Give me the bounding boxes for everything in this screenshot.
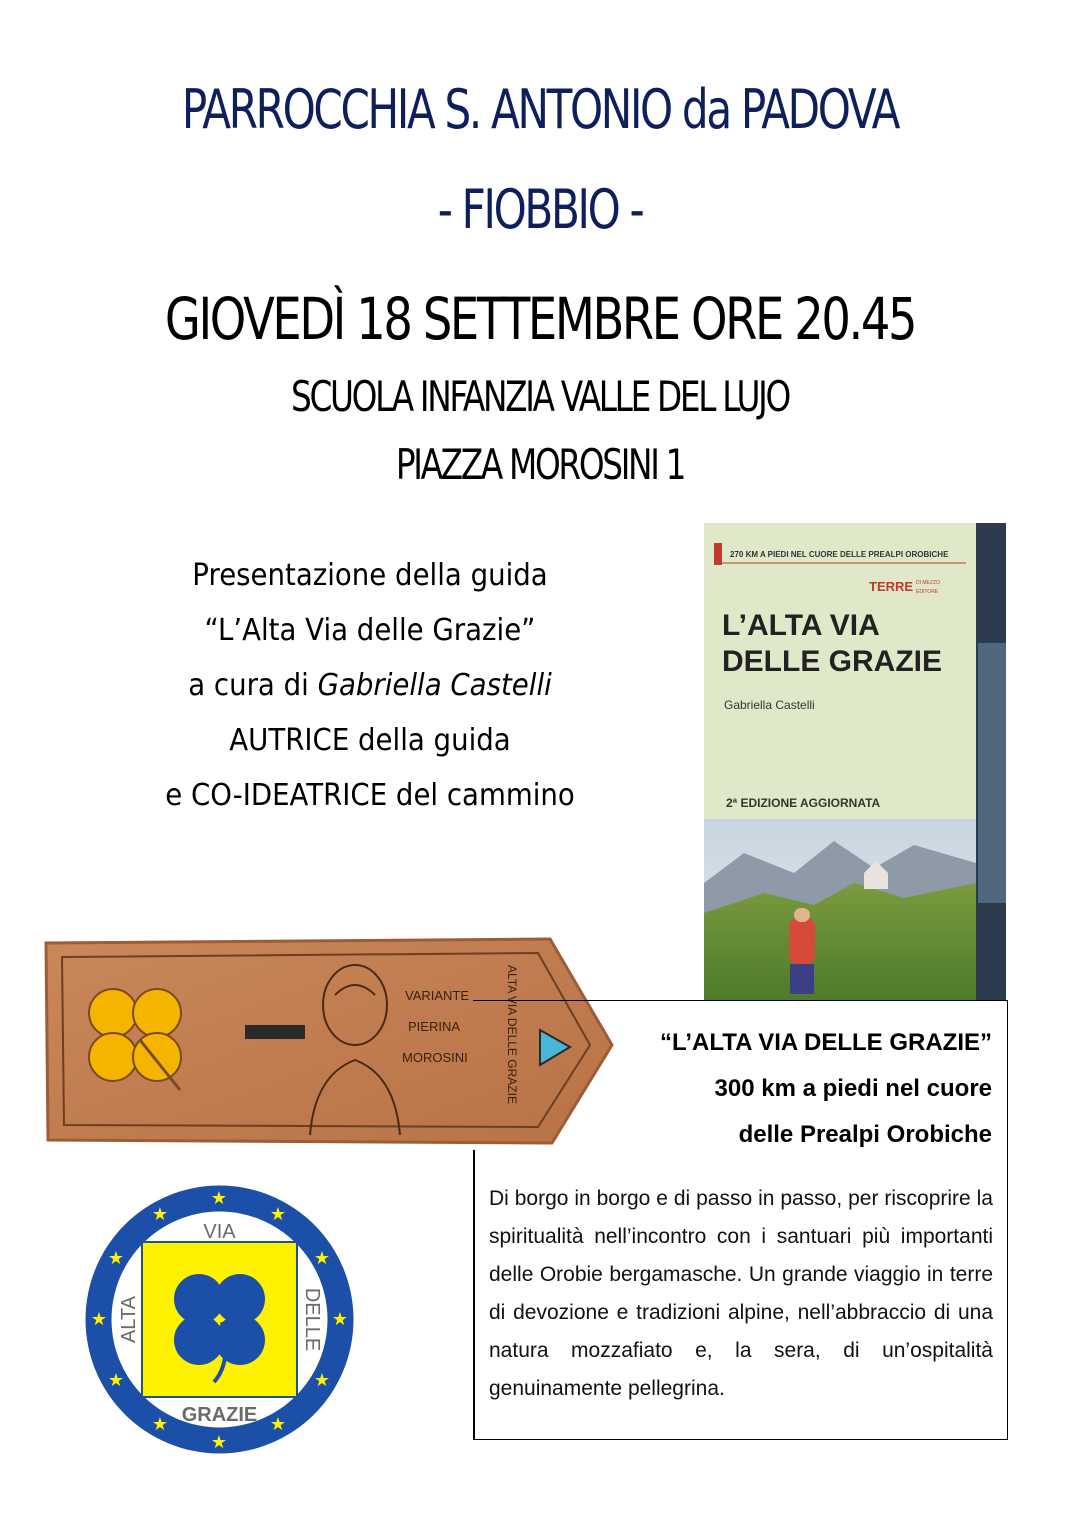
star-icon: ★	[151, 1414, 169, 1435]
info-box-title: “L’ALTA VIA DELLE GRAZIE”	[660, 1029, 992, 1056]
star-icon: ★	[210, 1188, 228, 1209]
presentation-text	[140, 548, 600, 823]
curator-name: Gabriella Castelli	[317, 668, 552, 703]
star-icon: ★	[313, 1248, 331, 1269]
star-icon: ★	[313, 1370, 331, 1391]
info-box-border	[473, 1150, 475, 1440]
book-author: Gabriella Castelli	[724, 698, 815, 712]
book-title-line2: DELLE GRAZIE	[722, 645, 943, 678]
star-icon: ★	[269, 1204, 287, 1225]
parish-title: PARROCCHIA S. ANTONIO da PADOVA	[181, 78, 899, 141]
star-icon: ★	[107, 1370, 125, 1391]
logo-text-top: VIA	[203, 1221, 236, 1243]
sign-side-text: ALTA VIA DELLE GRAZIE	[505, 965, 519, 1104]
book-banner: 270 KM A PIEDI NEL CUORE DELLE PREALPI OROBICHE	[730, 550, 949, 559]
sign-variant-3: MOROSINI	[402, 1050, 468, 1065]
presentation-role-2: e CO-IDEATRICE del cammino	[165, 778, 575, 813]
info-box-subtitle-1: 300 km a piedi nel cuore	[714, 1075, 992, 1102]
alta-via-logo	[82, 1182, 357, 1457]
publisher-name: TERRE	[869, 579, 914, 594]
logo-text-bottom: GRAZIE	[181, 1404, 258, 1426]
info-box-subtitle-2: delle Prealpi Orobiche	[738, 1121, 992, 1148]
star-icon: ★	[151, 1204, 169, 1225]
publisher-sub: DI MEZZO	[916, 580, 940, 586]
sign-variant-2: PIERINA	[408, 1019, 461, 1034]
star-icon: ★	[331, 1309, 349, 1330]
book-title-line1: L’ALTA VIA	[722, 609, 880, 642]
hiker-icon	[714, 543, 722, 565]
hiker-figure	[789, 918, 815, 964]
publisher-sub-2: EDITORE	[916, 589, 939, 595]
parish-locality: - FIOBBIO -	[437, 178, 643, 241]
book-cover-image	[704, 523, 1006, 1000]
info-box-body: Di borgo in borgo e di passo in passo, per riscoprire la spiritualità nell’incontro con i santuari più importanti delle Orobie bergamasche. Un grande viaggio in terre di devozione e tradizioni alpine, nell’abbraccio di una natura mozzafiato e, la sera, di un’ospitalità genuinamente pellegrina.	[489, 1187, 993, 1400]
info-box-heading	[660, 1020, 992, 1158]
star-icon: ★	[107, 1248, 125, 1269]
presentation-line: Presentazione della guida	[192, 558, 548, 593]
event-address: PIAZZA MOROSINI 1	[395, 440, 685, 489]
sign-variant-1: VARIANTE	[405, 988, 470, 1003]
logo-text-right: DELLE	[301, 1287, 323, 1352]
presentation-curator	[140, 658, 600, 713]
event-venue: SCUOLA INFANZIA VALLE DEL LUJO	[291, 372, 789, 421]
logo-text-left: ALTA	[118, 1295, 140, 1344]
curator-prefix: a cura di	[188, 668, 318, 703]
star-icon: ★	[269, 1414, 287, 1435]
event-datetime: GIOVEDÌ 18 SETTEMBRE ORE 20.45	[164, 285, 916, 353]
book-edition: 2ª EDIZIONE AGGIORNATA	[726, 796, 881, 810]
star-icon: ★	[90, 1309, 108, 1330]
star-icon: ★	[210, 1432, 228, 1453]
presentation-guide-title: “L’Alta Via delle Grazie”	[204, 613, 536, 648]
presentation-role: AUTRICE della guida	[229, 723, 511, 758]
sign-slot	[245, 1025, 305, 1039]
